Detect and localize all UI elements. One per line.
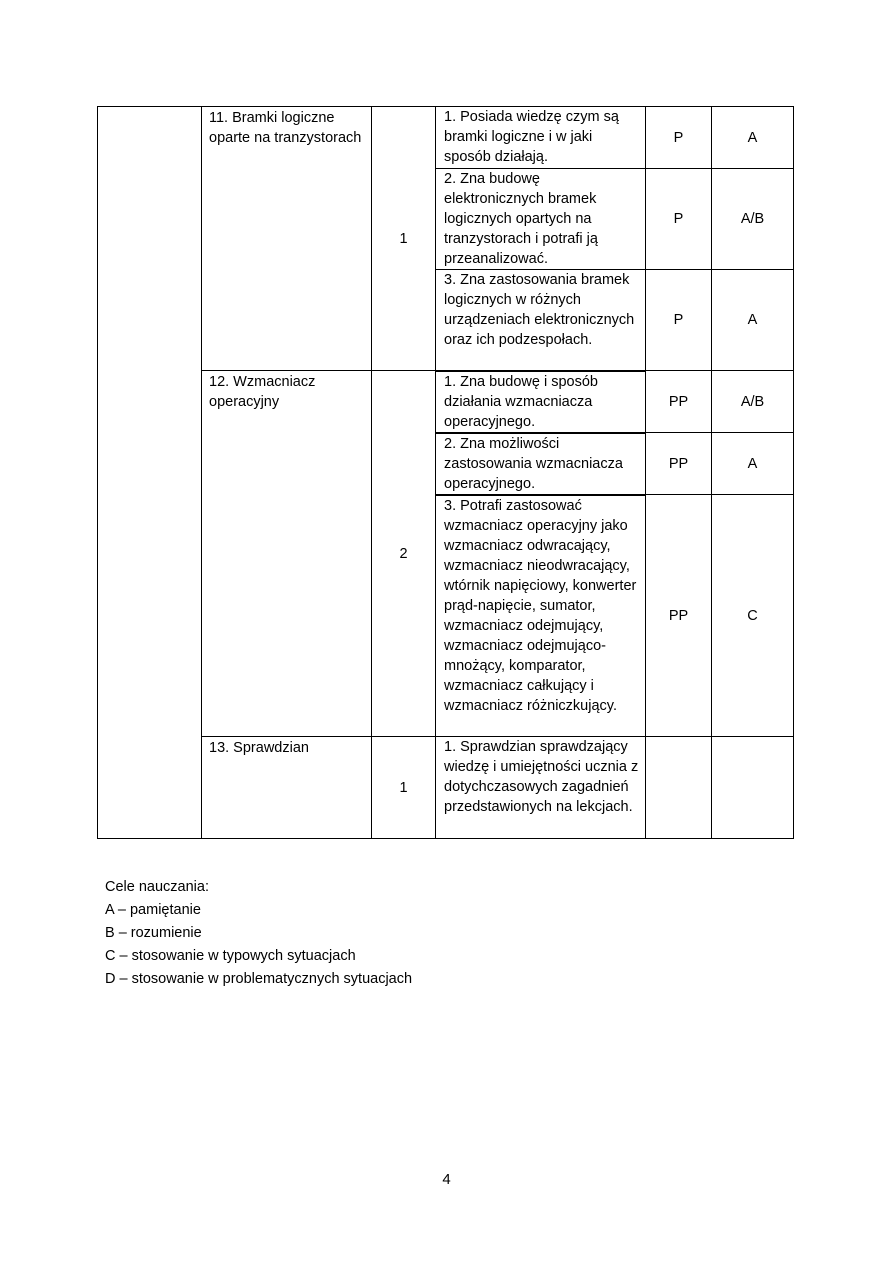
table-row xyxy=(98,371,794,433)
teaching-goals-legend xyxy=(105,876,412,991)
outcome-cell: 1. Posiada wiedzę czym są bramki logiczne i w jaki sposób działają. xyxy=(436,107,646,169)
level-cell: PP xyxy=(646,371,712,433)
legend-item: A – pamiętanie xyxy=(105,902,201,918)
hours-cell: 1 xyxy=(372,107,436,371)
outcome-cell: 1. Zna budowę i sposób działania wzmacniacza operacyjnego. xyxy=(436,371,646,433)
goal-cell: A/B xyxy=(712,169,794,270)
level-cell: P xyxy=(646,107,712,169)
outcome-cell: 2. Zna możliwości zastosowania wzmacniacza operacyjnego. xyxy=(436,433,646,495)
outcome-cell: 3. Zna zastosowania bramek logicznych w różnych urządzeniach elektronicznych oraz ich podzespołach. xyxy=(436,270,646,371)
outcome-cell: 2. Zna budowę elektronicznych bramek logicznych opartych na tranzystorach i potrafi ją przeanalizować. xyxy=(436,169,646,270)
topic-cell: 11. Bramki logiczne oparte na tranzystorach xyxy=(202,107,372,371)
level-cell xyxy=(646,737,712,839)
table-row xyxy=(98,737,794,839)
legend-item: C – stosowanie w typowych sytuacjach xyxy=(105,948,356,964)
level-cell: P xyxy=(646,270,712,371)
outcome-cell: 1. Sprawdzian sprawdzający wiedzę i umiejętności ucznia z dotychczasowych zagadnień przedstawionych na lekcjach. xyxy=(436,737,646,839)
module-cell-empty xyxy=(98,107,202,839)
goal-cell: A xyxy=(712,107,794,169)
table-row xyxy=(98,107,794,169)
topic-cell: 13. Sprawdzian xyxy=(202,737,372,839)
goal-cell xyxy=(712,737,794,839)
hours-cell: 2 xyxy=(372,371,436,737)
goal-cell: A xyxy=(712,270,794,371)
level-cell: PP xyxy=(646,433,712,495)
legend-item: D – stosowanie w problematycznych sytuacjach xyxy=(105,971,413,987)
page-number: 4 xyxy=(442,1171,451,1188)
legend-item: B – rozumienie xyxy=(105,925,202,941)
goal-cell: A xyxy=(712,433,794,495)
goal-cell: A/B xyxy=(712,371,794,433)
goal-cell: C xyxy=(712,495,794,737)
outcome-cell: 3. Potrafi zastosować wzmacniacz operacyjny jako wzmacniacz odwracający, wzmacniacz nieodwracający, wtórnik napięciowy, konwerter prąd-napięcie, sumator, wzmacniacz odejmujący, wzmacniacz odejmująco-mnożący, komparator, wzmacniacz całkujący i wzmacniacz różniczkujący. xyxy=(436,495,646,737)
legend-title: Cele nauczania: xyxy=(105,879,209,895)
level-cell: P xyxy=(646,169,712,270)
curriculum-table xyxy=(97,106,794,839)
topic-cell: 12. Wzmacniacz operacyjny xyxy=(202,371,372,737)
hours-cell: 1 xyxy=(372,737,436,839)
level-cell: PP xyxy=(646,495,712,737)
